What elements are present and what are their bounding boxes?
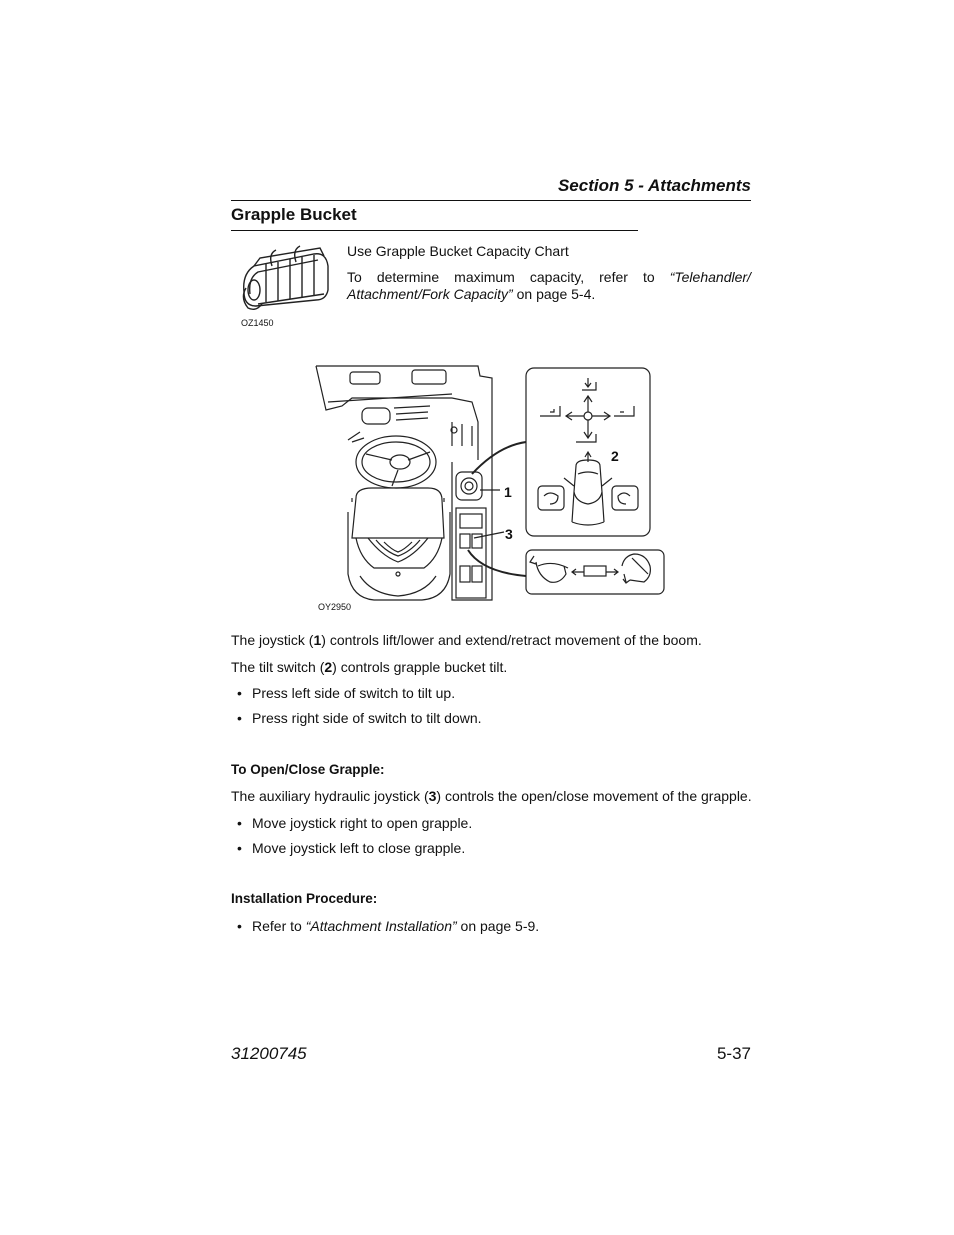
text: The joystick ( [231, 632, 314, 648]
word: capacity, [529, 269, 585, 285]
text: The tilt switch ( [231, 659, 325, 675]
callout-3: 3 [505, 526, 513, 542]
joystick-paragraph [231, 632, 702, 649]
word: refer [599, 269, 628, 285]
text: ) controls grapple bucket tilt. [332, 659, 508, 675]
bucket-image-code: OZ1450 [241, 318, 274, 328]
word: determine [376, 269, 440, 285]
installation-heading: Installation Procedure: [231, 891, 378, 906]
callout-2: 2 [611, 448, 619, 464]
grapple-bucket-illustration [236, 244, 332, 316]
word: To [347, 269, 362, 285]
page-number: 5-37 [716, 1044, 751, 1063]
word: maximum [454, 269, 515, 285]
callout-ref: 2 [324, 659, 333, 675]
installation-link[interactable]: “Attachment Installation” [305, 918, 457, 934]
text: on page 5-9. [456, 918, 540, 934]
list-item: • Press left side of switch to tilt up. [252, 685, 455, 702]
tilt-paragraph [231, 659, 507, 676]
text: ) controls the open/close movement of the grapple. [436, 788, 752, 804]
aux-joystick-paragraph [231, 788, 752, 805]
cab-image-code: OY2950 [318, 602, 352, 612]
page-heading: Grapple Bucket [231, 205, 357, 224]
text: The auxiliary hydraulic joystick ( [231, 788, 429, 804]
capacity-link-end[interactable]: Attachment/Fork Capacity” [347, 286, 513, 302]
callout-1: 1 [504, 484, 512, 500]
list-item: • Press right side of switch to tilt down. [252, 710, 482, 727]
capacity-link-start[interactable]: “Telehandler/ [669, 269, 751, 285]
word: to [642, 269, 655, 285]
list-item [252, 918, 539, 935]
doc-number: 31200745 [231, 1044, 307, 1063]
capacity-refer-line-2 [347, 286, 595, 303]
text: Refer to [252, 918, 306, 934]
callout-ref: 3 [428, 788, 437, 804]
capacity-chart-note: Use Grapple Bucket Capacity Chart [347, 243, 569, 259]
header-rule [231, 200, 751, 201]
capacity-page-ref: on page 5-4. [512, 286, 596, 302]
cab-controls-figure [312, 362, 670, 616]
list-item: • Move joystick right to open grapple. [252, 815, 472, 832]
text: ) controls lift/lower and extend/retract movement of the boom. [321, 632, 702, 648]
heading-rule [231, 230, 638, 231]
section-title: Section 5 - Attachments [557, 176, 751, 195]
callout-ref: 1 [313, 632, 322, 648]
capacity-refer-line [347, 269, 751, 286]
list-item: • Move joystick left to close grapple. [252, 840, 465, 857]
open-close-heading: To Open/Close Grapple: [231, 762, 385, 777]
